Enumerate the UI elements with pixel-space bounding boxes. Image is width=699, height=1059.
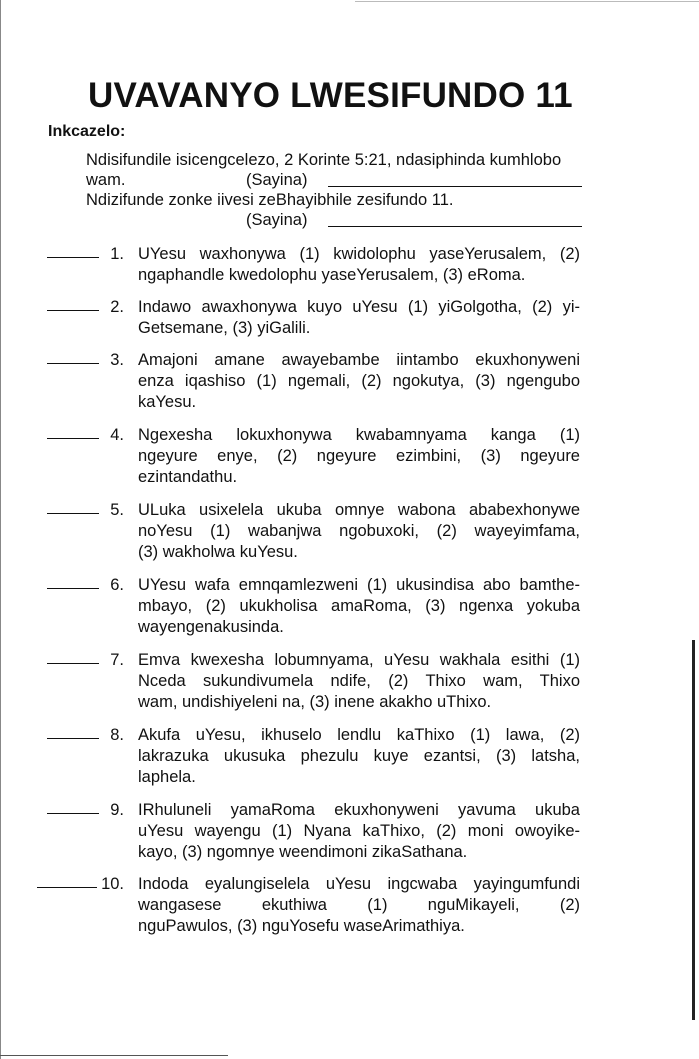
question-line: uYesu wayengu (1) Nyana kaThixo, (2) moni owoyike-: [138, 822, 580, 840]
question-text: [138, 350, 580, 413]
answer-blank[interactable]: [47, 663, 99, 664]
question-line: Nceda sukundivumela ndife, (2) Thixo wam, Thixo: [138, 672, 580, 690]
answer-blank[interactable]: [47, 363, 99, 364]
question-line: Indoda eyalungiselela uYesu ingcwaba yayingumfundi: [138, 875, 580, 893]
question-number: 10.: [101, 875, 124, 893]
signature-label: (Sayina): [246, 211, 308, 229]
instruction-text: wam.: [86, 171, 126, 189]
question-line: wayengenakusinda.: [138, 618, 284, 636]
question-text: [138, 874, 580, 937]
question-line: nguPawulos, (3) nguYosefu waseArimathiya.: [138, 917, 465, 935]
question-number: 3.: [110, 351, 124, 369]
question-line: kaYesu.: [138, 393, 197, 411]
question-line: laphela.: [138, 768, 196, 786]
page-edge-bottom: [0, 1055, 228, 1056]
instructions: [86, 150, 582, 230]
answer-blank[interactable]: [47, 257, 99, 258]
question-text: [138, 244, 580, 286]
signature-row-1: [86, 170, 582, 190]
question-number: 1.: [110, 245, 124, 263]
signature-label: (Sayina): [246, 171, 308, 189]
question-number: 4.: [110, 426, 124, 444]
question-line: Ngexesha lokuxhonywa kwabamnyama kanga (1): [138, 426, 580, 444]
question-line: Indawo awaxhonywa kuyo uYesu (1) yiGolgotha, (2) yi-: [138, 298, 580, 316]
question-number: 8.: [110, 726, 124, 744]
page-edge-left: [0, 0, 1, 1059]
page-edge-top: [355, 1, 699, 2]
question-line: UYesu wafa emnqamlezweni (1) ukusindisa abo bamthe-: [138, 576, 580, 594]
question-text: [138, 575, 580, 638]
question-number: 2.: [110, 298, 124, 316]
question-line: kayo, (3) ngomnye weendimoni zikaSathana.: [138, 843, 468, 861]
question-line: ngeyure enye, (2) ngeyure ezimbini, (3) ngeyure: [138, 447, 580, 465]
instruction-text: Ndisifundile isicengcelezo, 2 Korinte 5:21, ndasiphinda kumhlobo: [86, 151, 562, 169]
question-line: Amajoni amane awayebambe iintambo ekuxhonyweni: [138, 351, 580, 369]
page-edge-right: [692, 640, 695, 1020]
answer-blank[interactable]: [47, 813, 99, 814]
question-line: mbayo, (2) ukukholisa amaRoma, (3) ngenxa yokuba: [138, 597, 580, 615]
question-text: [138, 650, 580, 713]
question-line: noYesu (1) wabanjwa ngobuxoki, (2) wayeyimfama,: [138, 522, 580, 540]
instruction-read-verses: [86, 190, 582, 210]
question-text: [138, 800, 580, 863]
question-number: 6.: [110, 576, 124, 594]
question-number: 5.: [110, 501, 124, 519]
answer-blank[interactable]: [47, 438, 99, 439]
instruction-text: Ndizifunde zonke iivesi zeBhayibhile zesifundo 11.: [86, 191, 454, 209]
answer-blank[interactable]: [47, 738, 99, 739]
question-line: ezintandathu.: [138, 468, 238, 486]
page-title: UVAVANYO LWESIFUNDO 11: [88, 76, 573, 115]
answer-blank[interactable]: [47, 588, 99, 589]
question-number: 9.: [110, 801, 124, 819]
question-line: wam, undishiyeleni na, (3) inene akakho uThixo.: [138, 693, 492, 711]
answer-blank[interactable]: [47, 513, 99, 514]
question-line: ULuka usixelela ukuba omnye wabona ababexhonywe: [138, 501, 580, 519]
instructions-heading: Inkcazelo:: [48, 123, 126, 140]
signature-field[interactable]: [328, 186, 582, 187]
question-line: wangasese ekuthiwa (1) nguMikayeli, (2): [138, 896, 580, 914]
question-line: Getsemane, (3) yiGalili.: [138, 319, 311, 337]
question-line: ngaphandle kwedolophu yaseYerusalem, (3) eRoma.: [138, 266, 526, 284]
answer-blank[interactable]: [37, 887, 97, 888]
question-text: [138, 725, 580, 788]
question-line: Akufa uYesu, ikhuselo lendlu kaThixo (1) lawa, (2): [138, 726, 580, 744]
question-text: [138, 500, 580, 563]
signature-row-2: [86, 210, 582, 230]
question-number: 7.: [110, 651, 124, 669]
answer-blank[interactable]: [47, 310, 99, 311]
question-text: [138, 297, 580, 339]
question-line: (3) wakholwa kuYesu.: [138, 543, 298, 561]
signature-field[interactable]: [328, 226, 582, 227]
question-text: [138, 425, 580, 488]
question-line: enza iqashiso (1) ngemali, (2) ngokutya, (3) ngengubo: [138, 372, 580, 390]
question-line: lakrazuka ukusuka phezulu kuye ezantsi, (3) latsha,: [138, 747, 580, 765]
instruction-memory-verse: [86, 150, 582, 170]
question-line: Emva kwexesha lobumnyama, uYesu wakhala esithi (1): [138, 651, 580, 669]
question-line: IRhuluneli yamaRoma ekuxhonyweni yavuma ukuba: [138, 801, 580, 819]
question-line: UYesu waxhonywa (1) kwidolophu yaseYerusalem, (2): [138, 245, 580, 263]
